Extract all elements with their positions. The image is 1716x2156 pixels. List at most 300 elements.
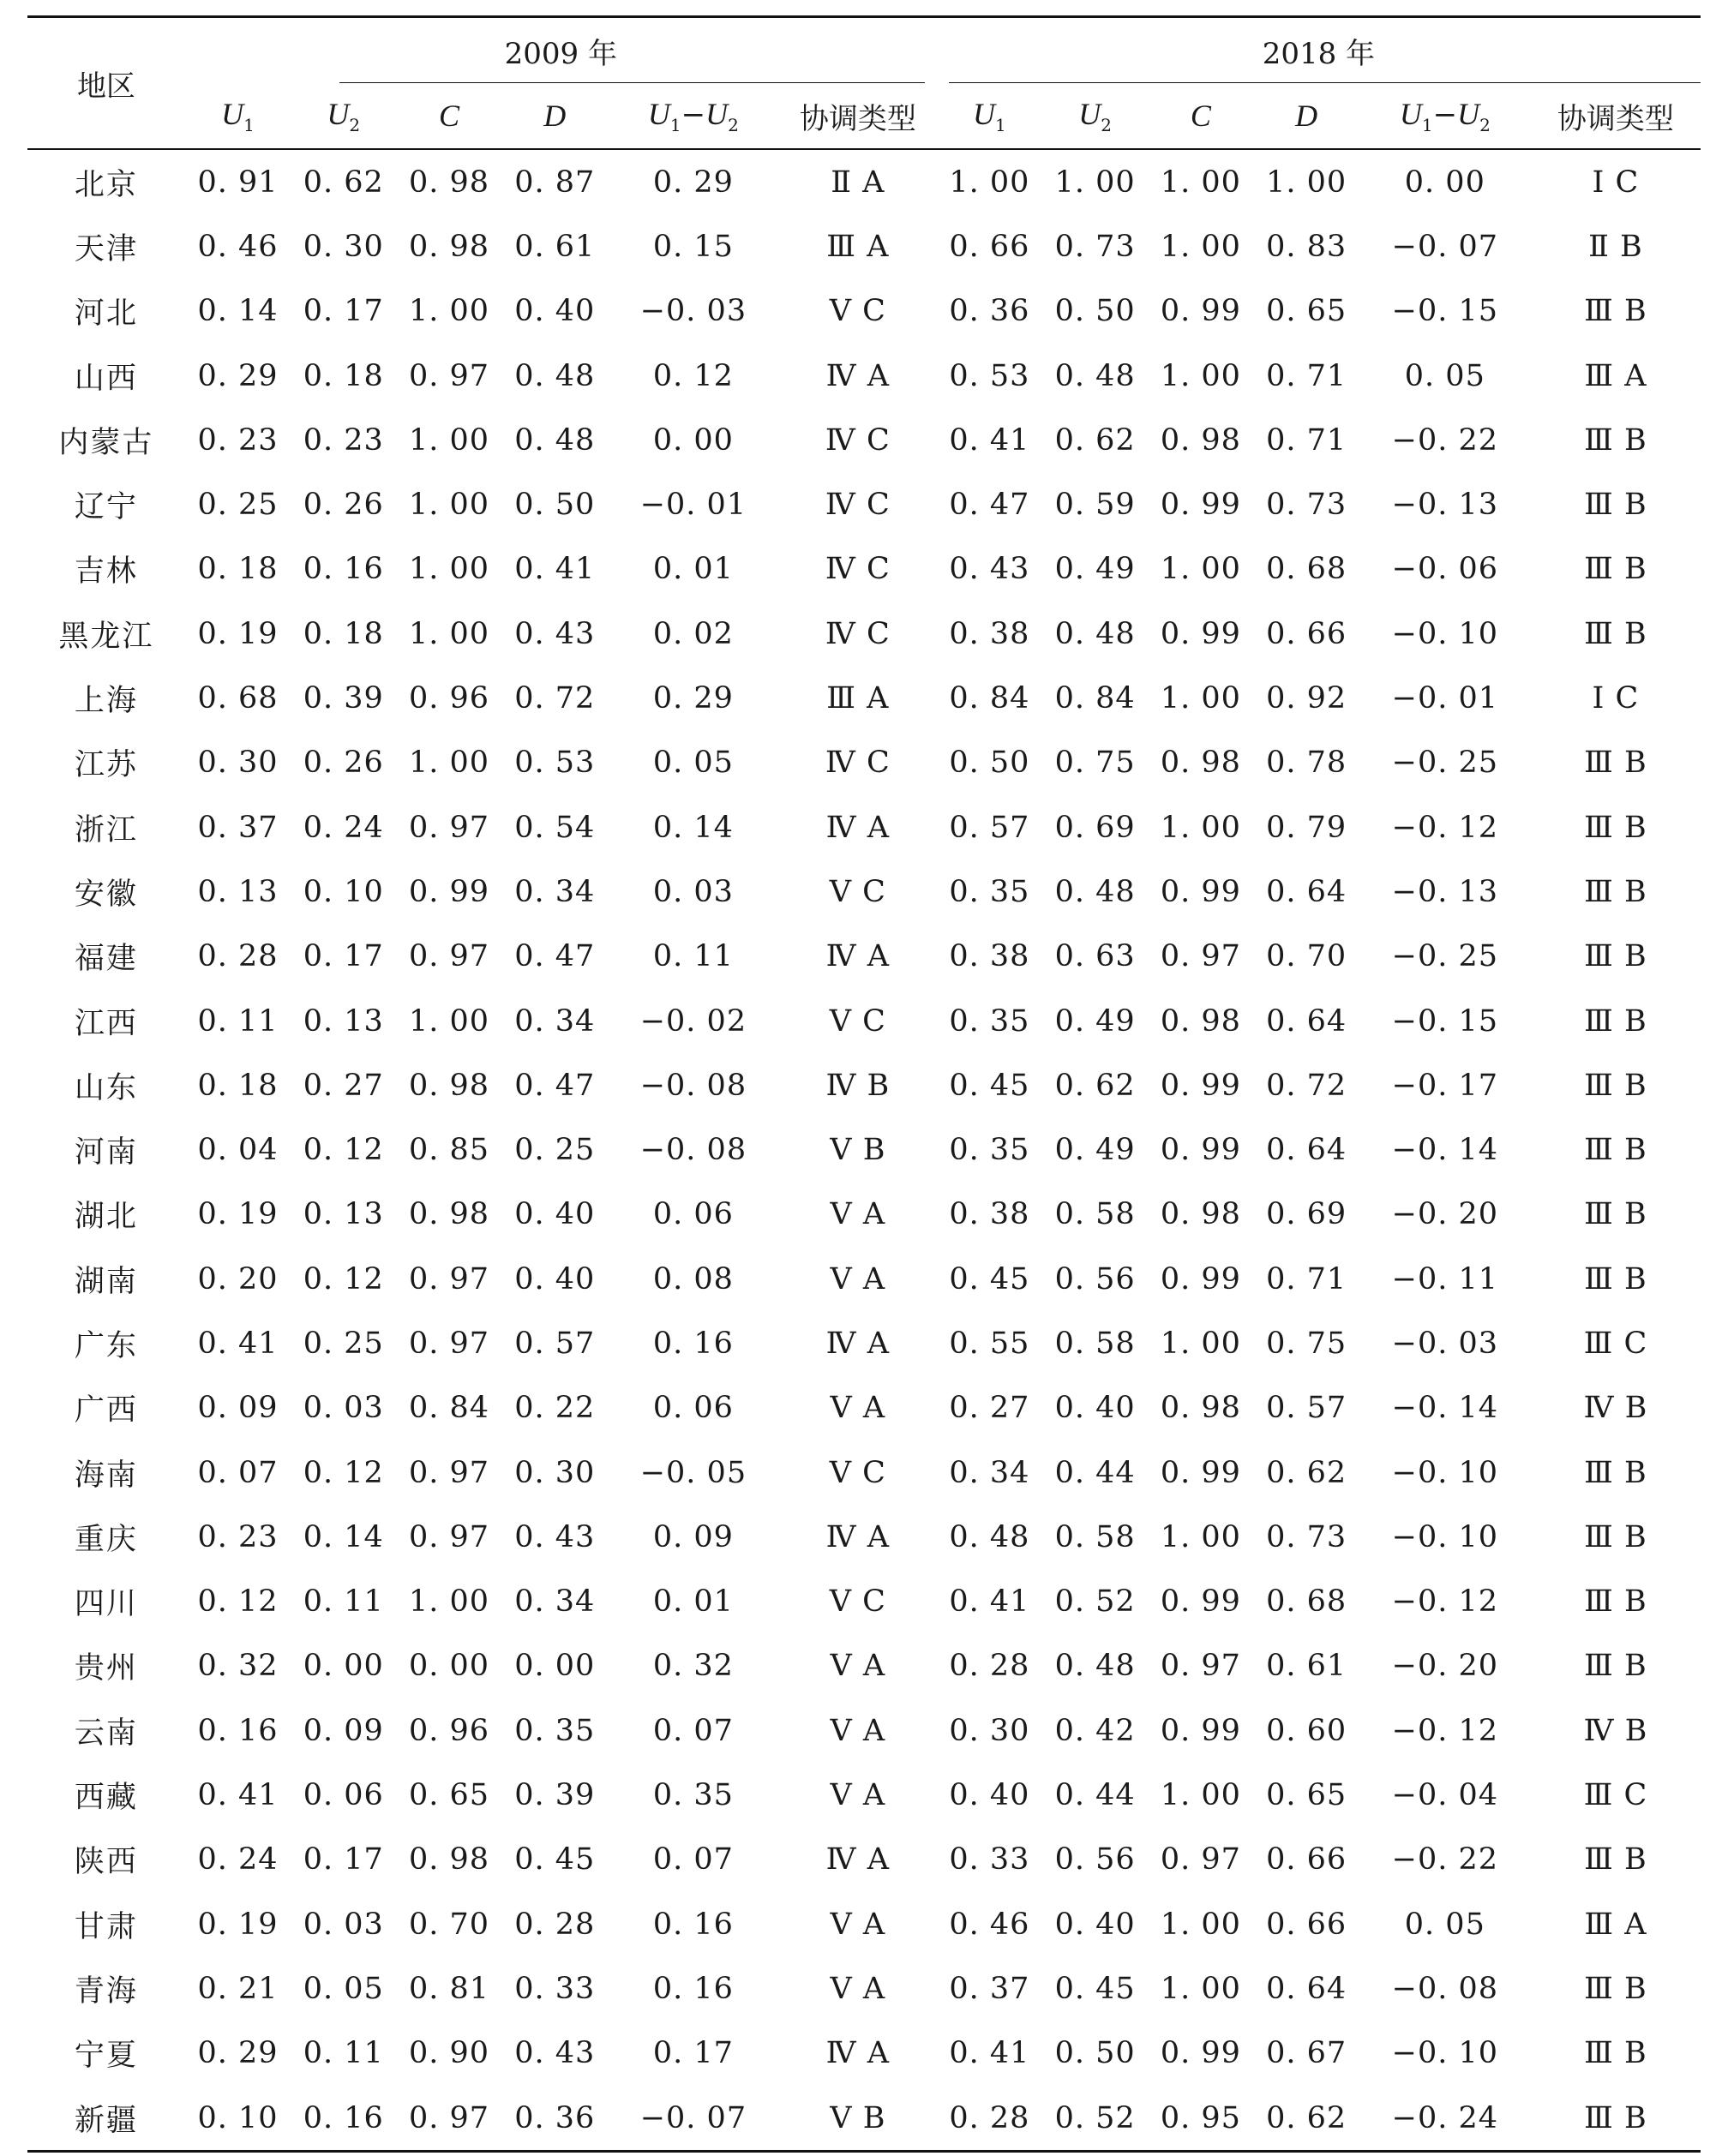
value-cell: 0. 14 <box>197 294 279 329</box>
value-cell: Ⅲ B <box>1584 939 1647 974</box>
value-cell: 0. 64 <box>1266 1971 1347 2006</box>
value-cell: 0. 14 <box>303 1519 384 1554</box>
value-cell: 0. 00 <box>408 1649 490 1684</box>
value-cell: Ⅳ A <box>825 810 891 845</box>
table-body <box>27 149 1701 2152</box>
value-cell: 0. 48 <box>514 422 596 458</box>
value-cell: 0. 33 <box>949 1842 1030 1878</box>
value-cell: 1. 00 <box>408 488 490 523</box>
value-cell: Ⅳ A <box>825 358 891 393</box>
value-cell: 0. 27 <box>303 1068 384 1103</box>
table-row <box>27 1570 1701 1634</box>
value-cell: 0. 28 <box>949 1649 1030 1684</box>
value-cell: 0. 25 <box>197 488 279 523</box>
value-cell: 0. 43 <box>949 552 1030 587</box>
value-cell: 0. 23 <box>197 1519 279 1554</box>
value-cell: Ⅳ A <box>825 1326 891 1361</box>
value-cell: 0. 37 <box>197 810 279 845</box>
value-cell: 0. 03 <box>303 1391 384 1426</box>
value-cell: 0. 59 <box>1054 488 1136 523</box>
value-cell: 0. 55 <box>949 1326 1030 1361</box>
value-cell: 0. 50 <box>514 488 596 523</box>
value-cell: Ⅲ A <box>826 229 890 264</box>
value-cell: 0. 65 <box>1266 294 1347 329</box>
coordination-table <box>27 15 1701 2153</box>
value-cell: 0. 50 <box>1054 294 1136 329</box>
value-cell: −0. 08 <box>639 1133 747 1168</box>
value-cell: 0. 13 <box>197 874 279 909</box>
value-cell: 0. 99 <box>1160 2036 1241 2071</box>
value-cell: 0. 41 <box>949 2036 1030 2071</box>
value-cell: 0. 40 <box>514 1197 596 1232</box>
value-cell: 0. 16 <box>291 2086 396 2152</box>
value-cell: 0. 17 <box>303 939 384 974</box>
value-cell: 0. 96 <box>408 681 490 716</box>
value-cell: 0. 42 <box>1054 1713 1136 1748</box>
value-cell: −0. 03 <box>1391 1326 1499 1361</box>
region-cell: 山西 <box>74 361 138 396</box>
value-cell: −0. 12 <box>1391 810 1499 845</box>
value-cell: Ⅴ C <box>829 294 886 329</box>
table-row <box>27 1053 1701 1117</box>
value-cell: −0. 20 <box>1391 1197 1499 1232</box>
value-cell: 0. 38 <box>949 1197 1030 1232</box>
value-cell: 0. 33 <box>514 1971 596 2006</box>
value-cell: 0. 36 <box>502 2086 608 2152</box>
value-cell: 0. 27 <box>949 1391 1030 1426</box>
table-row <box>27 1311 1701 1375</box>
table-row <box>27 602 1701 666</box>
value-cell: Ⅲ A <box>1584 358 1647 393</box>
value-cell: 0. 09 <box>197 1391 279 1426</box>
value-cell: 0. 05 <box>1404 1907 1485 1942</box>
value-cell: 1. 00 <box>408 294 490 329</box>
table-row <box>27 2021 1701 2086</box>
region-cell: 山东 <box>74 1070 138 1105</box>
value-cell: 0. 98 <box>1160 422 1241 458</box>
value-cell: 0. 15 <box>652 229 734 264</box>
value-cell: 0. 18 <box>303 616 384 651</box>
value-cell: Ⅴ A <box>830 1649 886 1684</box>
value-cell: Ⅲ B <box>1584 1133 1647 1168</box>
value-cell: 0. 98 <box>408 1197 490 1232</box>
value-cell: 0. 34 <box>514 1003 596 1039</box>
value-cell: Ⅳ C <box>825 746 891 781</box>
value-cell: 0. 98 <box>408 1068 490 1103</box>
value-cell: 0. 21 <box>197 1971 279 2006</box>
value-cell: 0. 70 <box>1266 939 1347 974</box>
region-cell: 黑龙江 <box>58 619 154 654</box>
value-cell: 0. 68 <box>1266 1584 1347 1620</box>
value-cell: Ⅲ B <box>1584 422 1647 458</box>
value-cell: 0. 50 <box>1054 2036 1136 2071</box>
value-cell: 0. 97 <box>408 939 490 974</box>
value-cell: 0. 41 <box>197 1326 279 1361</box>
value-cell: 0. 58 <box>1054 1326 1136 1361</box>
value-cell: 0. 01 <box>652 1584 734 1620</box>
column-header-c-2018: C <box>1148 83 1253 149</box>
region-cell: 新疆 <box>27 2086 185 2152</box>
value-cell: Ⅳ C <box>825 488 891 523</box>
table-row <box>27 537 1701 602</box>
table-row <box>27 1247 1701 1311</box>
table-row <box>27 925 1701 989</box>
value-cell: 0. 99 <box>1160 616 1241 651</box>
value-cell: 0. 44 <box>1054 1778 1136 1813</box>
value-cell: 0. 17 <box>303 294 384 329</box>
value-cell: 0. 97 <box>408 1261 490 1297</box>
value-cell: 0. 66 <box>1266 616 1347 651</box>
value-cell: Ⅳ C <box>825 422 891 458</box>
value-cell: Ⅲ B <box>1584 1261 1647 1297</box>
value-cell: 0. 68 <box>1266 552 1347 587</box>
value-cell: 0. 16 <box>652 1971 734 2006</box>
value-cell: 0. 68 <box>197 681 279 716</box>
value-cell: 0. 99 <box>1160 1068 1241 1103</box>
value-cell: 0. 47 <box>949 488 1030 523</box>
value-cell: 0. 29 <box>652 681 734 716</box>
value-cell: 0. 20 <box>197 1261 279 1297</box>
value-cell: Ⅱ B <box>1588 229 1643 264</box>
value-cell: 0. 12 <box>303 1455 384 1490</box>
value-cell: 0. 12 <box>303 1261 384 1297</box>
value-cell: 0. 58 <box>1054 1197 1136 1232</box>
value-cell: 0. 19 <box>197 616 279 651</box>
value-cell: 0. 90 <box>408 2036 490 2071</box>
value-cell: 0. 25 <box>514 1133 596 1168</box>
value-cell: 0. 18 <box>303 358 384 393</box>
column-header-u1-2018: $U_1$ <box>937 83 1042 149</box>
value-cell: 0. 83 <box>1266 229 1347 264</box>
value-cell: 0. 49 <box>1054 1003 1136 1039</box>
value-cell: 0. 16 <box>652 1326 734 1361</box>
value-cell: Ⅳ C <box>825 552 891 587</box>
value-cell: 0. 16 <box>652 1907 734 1942</box>
value-cell: 0. 64 <box>1266 1003 1347 1039</box>
region-header: 地区 <box>27 17 185 150</box>
value-cell: 0. 13 <box>303 1197 384 1232</box>
value-cell: −0. 12 <box>1391 1584 1499 1620</box>
value-cell: 0. 19 <box>197 1907 279 1942</box>
value-cell: 0. 44 <box>1054 1455 1136 1490</box>
value-cell: 0. 98 <box>1160 1391 1241 1426</box>
value-cell: 0. 13 <box>303 1003 384 1039</box>
value-cell: 0. 66 <box>1266 1842 1347 1878</box>
table-row <box>27 1505 1701 1569</box>
region-cell: 辽宁 <box>74 490 138 525</box>
value-cell: 0. 49 <box>1054 552 1136 587</box>
value-cell: 1. 00 <box>408 1003 490 1039</box>
value-cell: 0. 11 <box>303 2036 384 2071</box>
value-cell: 0. 98 <box>1160 1003 1241 1039</box>
value-cell: −0. 02 <box>639 1003 747 1039</box>
value-cell: 0. 97 <box>408 1326 490 1361</box>
value-cell: 0. 14 <box>652 810 734 845</box>
value-cell: Ⅴ C <box>829 874 886 909</box>
value-cell: 0. 52 <box>1042 2086 1148 2152</box>
region-cell: 内蒙古 <box>58 425 154 460</box>
value-cell: Ⅴ C <box>829 1584 886 1620</box>
region-cell: 湖南 <box>74 1264 138 1299</box>
value-cell: 0. 64 <box>1266 1133 1347 1168</box>
value-cell: Ⅳ C <box>825 616 891 651</box>
value-cell: 0. 72 <box>1266 1068 1347 1103</box>
value-cell: 0. 43 <box>514 616 596 651</box>
value-cell: Ⅴ A <box>830 1778 886 1813</box>
value-cell: 1. 00 <box>408 616 490 651</box>
value-cell: 0. 32 <box>197 1649 279 1684</box>
value-cell: Ⅲ C <box>1583 1326 1648 1361</box>
value-cell: 0. 40 <box>514 1261 596 1297</box>
region-cell: 吉林 <box>74 554 138 590</box>
value-cell: 0. 30 <box>303 229 384 264</box>
value-cell: −0. 25 <box>1391 939 1499 974</box>
column-header-u1-2009: $U_1$ <box>185 83 291 149</box>
region-cell: 贵州 <box>74 1651 138 1686</box>
value-cell: 0. 81 <box>408 1971 490 2006</box>
value-cell: −0. 11 <box>1391 1261 1499 1297</box>
region-cell: 甘肃 <box>74 1909 138 1944</box>
value-cell: 0. 11 <box>652 939 734 974</box>
value-cell: 0. 97 <box>408 1455 490 1490</box>
table-row <box>27 472 1701 536</box>
value-cell: −0. 05 <box>639 1455 747 1490</box>
value-cell: 0. 28 <box>514 1907 596 1942</box>
value-cell: 0. 03 <box>652 874 734 909</box>
value-cell: 0. 48 <box>1054 874 1136 909</box>
value-cell: 0. 65 <box>1266 1778 1347 1813</box>
value-cell: 0. 62 <box>1054 422 1136 458</box>
value-cell: 0. 69 <box>1054 810 1136 845</box>
value-cell: 0. 23 <box>303 422 384 458</box>
value-cell: −0. 25 <box>1391 746 1499 781</box>
value-cell: Ⅴ A <box>830 1261 886 1297</box>
value-cell: Ⅳ B <box>825 1068 891 1103</box>
value-cell: 0. 09 <box>652 1519 734 1554</box>
value-cell: Ⅴ A <box>830 1907 886 1942</box>
table-row <box>27 1440 1701 1505</box>
value-cell: 0. 11 <box>303 1584 384 1620</box>
year-2018-header: 2018 年 <box>937 17 1701 84</box>
value-cell: 0. 48 <box>1054 1649 1136 1684</box>
value-cell: 0. 53 <box>949 358 1030 393</box>
value-cell: 1. 00 <box>949 165 1030 200</box>
value-cell: 1. 00 <box>1160 681 1241 716</box>
table-row <box>27 1376 1701 1440</box>
value-cell: 0. 45 <box>1054 1971 1136 2006</box>
column-header-u1-minus-u2-2018: $U_1-U_2$ <box>1359 83 1531 149</box>
value-cell: 0. 04 <box>197 1133 279 1168</box>
value-cell: 0. 58 <box>1054 1519 1136 1554</box>
value-cell: 0. 98 <box>408 229 490 264</box>
value-cell: 0. 18 <box>197 1068 279 1103</box>
value-cell: Ⅴ C <box>829 1455 886 1490</box>
value-cell: 0. 97 <box>408 358 490 393</box>
value-cell: 0. 19 <box>197 1197 279 1232</box>
value-cell: −0. 01 <box>639 488 747 523</box>
value-cell: −0. 15 <box>1391 1003 1499 1039</box>
value-cell: 0. 10 <box>185 2086 291 2152</box>
value-cell: Ⅳ A <box>825 939 891 974</box>
value-cell: 0. 62 <box>1254 2086 1359 2152</box>
value-cell: Ⅲ B <box>1584 874 1647 909</box>
region-cell: 福建 <box>74 942 138 977</box>
value-cell: 0. 99 <box>1160 1133 1241 1168</box>
value-cell: 0. 40 <box>514 294 596 329</box>
value-cell: 0. 96 <box>408 1713 490 1748</box>
value-cell: 1. 00 <box>1266 165 1347 200</box>
table-row <box>27 1763 1701 1827</box>
value-cell: 0. 34 <box>514 874 596 909</box>
value-cell: 0. 65 <box>408 1778 490 1813</box>
value-cell: Ⅲ B <box>1584 1003 1647 1039</box>
region-cell: 北京 <box>74 167 138 202</box>
value-cell: 0. 45 <box>949 1068 1030 1103</box>
value-cell: Ⅲ B <box>1584 488 1647 523</box>
value-cell: Ⅰ C <box>1592 165 1640 200</box>
value-cell: Ⅳ B <box>1583 1713 1648 1748</box>
value-cell: 0. 56 <box>1054 1842 1136 1878</box>
value-cell: Ⅴ A <box>830 1971 886 2006</box>
table-row <box>27 1698 1701 1763</box>
value-cell: 0. 99 <box>1160 1584 1241 1620</box>
value-cell: Ⅲ B <box>1584 746 1647 781</box>
value-cell: 0. 07 <box>652 1842 734 1878</box>
value-cell: Ⅲ B <box>1584 1068 1647 1103</box>
value-cell: Ⅴ B <box>779 2086 937 2152</box>
value-cell: 0. 99 <box>1160 488 1241 523</box>
value-cell: 0. 85 <box>408 1133 490 1168</box>
value-cell: 1. 00 <box>1160 165 1241 200</box>
value-cell: 0. 97 <box>408 1519 490 1554</box>
value-cell: −0. 14 <box>1391 1391 1499 1426</box>
table-row <box>27 795 1701 859</box>
value-cell: 0. 10 <box>303 874 384 909</box>
value-cell: 0. 24 <box>303 810 384 845</box>
value-cell: 0. 40 <box>1054 1907 1136 1942</box>
value-cell: 0. 99 <box>408 874 490 909</box>
value-cell: 0. 29 <box>652 165 734 200</box>
value-cell: 0. 97 <box>408 810 490 845</box>
value-cell: 0. 35 <box>514 1713 596 1748</box>
value-cell: 1. 00 <box>1160 358 1241 393</box>
value-cell: 0. 97 <box>1160 1842 1241 1878</box>
value-cell: Ⅴ C <box>829 1003 886 1039</box>
value-cell: −0. 10 <box>1391 1519 1499 1554</box>
column-header-u2-2018: $U_2$ <box>1042 83 1148 149</box>
column-header-row <box>27 83 1701 149</box>
value-cell: 1. 00 <box>1160 1778 1241 1813</box>
value-cell: 0. 50 <box>949 746 1030 781</box>
value-cell: 0. 99 <box>1160 874 1241 909</box>
year-2009-header: 2009 年 <box>185 17 937 84</box>
value-cell: Ⅲ A <box>1584 1907 1647 1942</box>
value-cell: −0. 06 <box>1391 552 1499 587</box>
value-cell: 0. 17 <box>303 1842 384 1878</box>
value-cell: 0. 40 <box>1054 1391 1136 1426</box>
value-cell: 0. 73 <box>1266 488 1347 523</box>
region-cell: 广东 <box>74 1328 138 1363</box>
value-cell: 0. 97 <box>1160 1649 1241 1684</box>
region-cell: 江苏 <box>74 748 138 783</box>
value-cell: 0. 62 <box>1266 1455 1347 1490</box>
value-cell: Ⅲ B <box>1584 294 1647 329</box>
value-cell: 0. 54 <box>514 810 596 845</box>
value-cell: 0. 98 <box>408 1842 490 1878</box>
value-cell: 0. 99 <box>1160 1261 1241 1297</box>
value-cell: 0. 07 <box>652 1713 734 1748</box>
value-cell: 0. 48 <box>514 358 596 393</box>
value-cell: −0. 17 <box>1391 1068 1499 1103</box>
region-cell: 浙江 <box>74 812 138 847</box>
value-cell: −0. 13 <box>1391 488 1499 523</box>
value-cell: Ⅲ B <box>1584 1584 1647 1620</box>
value-cell: −0. 08 <box>639 1068 747 1103</box>
table-row <box>27 1183 1701 1247</box>
value-cell: 0. 00 <box>514 1649 596 1684</box>
value-cell: 0. 29 <box>197 358 279 393</box>
table-row <box>27 1956 1701 2021</box>
value-cell: 0. 26 <box>303 746 384 781</box>
value-cell: 0. 61 <box>1266 1649 1347 1684</box>
value-cell: 0. 57 <box>949 810 1030 845</box>
value-cell: 0. 29 <box>197 2036 279 2071</box>
value-cell: 0. 57 <box>514 1326 596 1361</box>
table-row <box>27 279 1701 344</box>
value-cell: 1. 00 <box>1160 229 1241 264</box>
value-cell: 0. 39 <box>303 681 384 716</box>
value-cell: 0. 06 <box>303 1778 384 1813</box>
value-cell: −0. 07 <box>608 2086 779 2152</box>
value-cell: 0. 73 <box>1054 229 1136 264</box>
value-cell: −0. 24 <box>1359 2086 1531 2152</box>
column-header-type-2009: 协调类型 <box>779 83 937 149</box>
value-cell: 0. 41 <box>949 1584 1030 1620</box>
value-cell: 0. 40 <box>949 1778 1030 1813</box>
value-cell: −0. 22 <box>1391 1842 1499 1878</box>
value-cell: 0. 41 <box>949 422 1030 458</box>
region-cell: 宁夏 <box>74 2039 138 2074</box>
value-cell: 1. 00 <box>408 552 490 587</box>
value-cell: Ⅱ A <box>831 165 885 200</box>
value-cell: 0. 35 <box>949 874 1030 909</box>
value-cell: 0. 03 <box>303 1907 384 1942</box>
value-cell: 0. 16 <box>303 552 384 587</box>
value-cell: Ⅲ B <box>1584 1455 1647 1490</box>
value-cell: 0. 28 <box>937 2086 1042 2152</box>
value-cell: 0. 35 <box>949 1003 1030 1039</box>
value-cell: 0. 08 <box>652 1261 734 1297</box>
value-cell: 0. 24 <box>197 1842 279 1878</box>
value-cell: 0. 98 <box>1160 1197 1241 1232</box>
value-cell: 0. 28 <box>197 939 279 974</box>
value-cell: 1. 00 <box>1054 165 1136 200</box>
value-cell: 0. 06 <box>652 1197 734 1232</box>
value-cell: 0. 38 <box>949 616 1030 651</box>
region-cell: 陕西 <box>74 1845 138 1880</box>
value-cell: 0. 22 <box>514 1391 596 1426</box>
value-cell: 0. 79 <box>1266 810 1347 845</box>
value-cell: Ⅲ B <box>1584 1842 1647 1878</box>
value-cell: 0. 45 <box>949 1261 1030 1297</box>
value-cell: 0. 26 <box>303 488 384 523</box>
value-cell: Ⅰ C <box>1592 681 1640 716</box>
region-cell: 海南 <box>74 1458 138 1493</box>
value-cell: 0. 06 <box>652 1391 734 1426</box>
table-row <box>27 408 1701 472</box>
value-cell: Ⅳ A <box>825 1519 891 1554</box>
region-cell: 河北 <box>74 296 138 332</box>
